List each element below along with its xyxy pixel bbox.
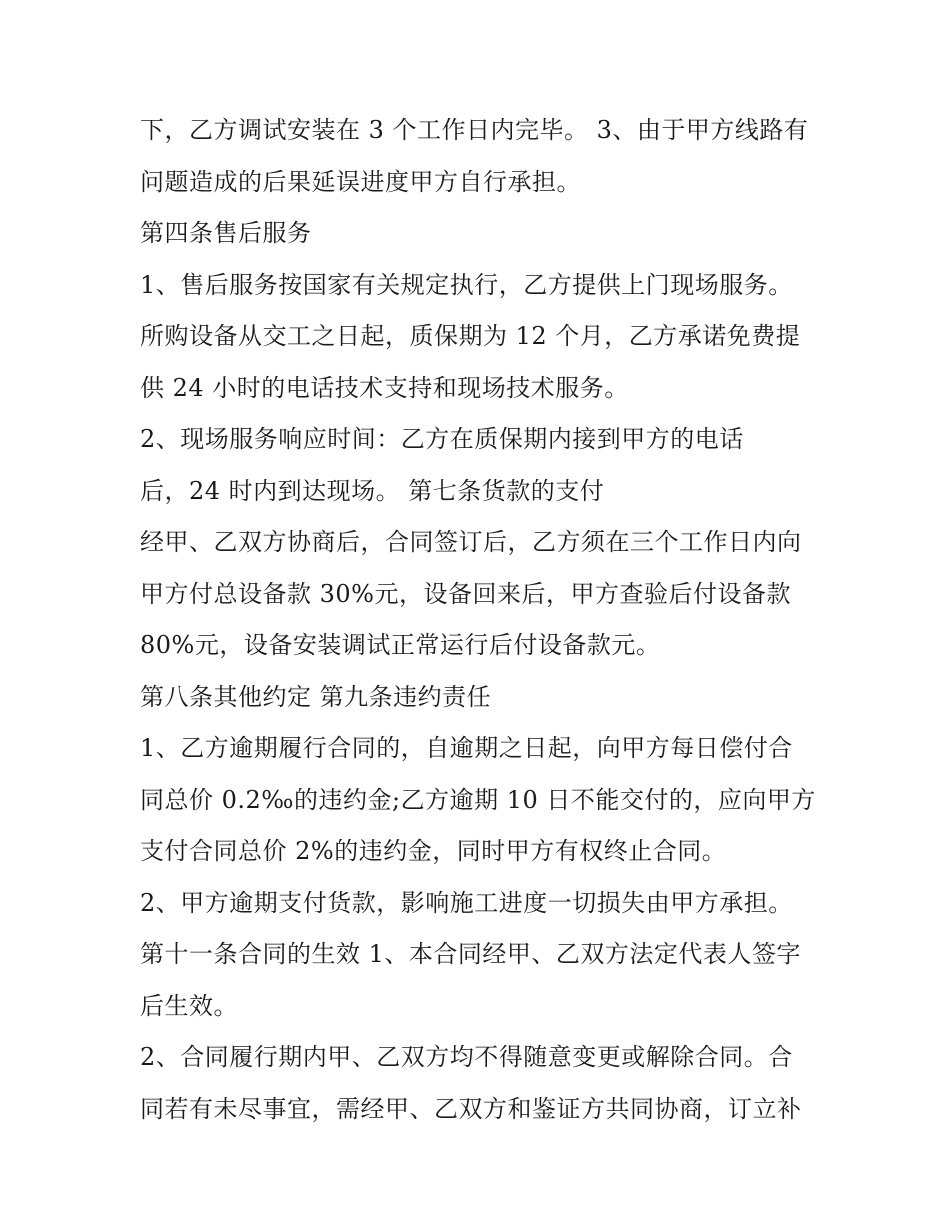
text-line: 问题造成的后果延误进度甲方自行承担。 [140,167,581,196]
text-line: 2、现场服务响应时间：乙方在质保期内接到甲方的电话 [140,425,744,453]
contract-text [140,108,840,1138]
text-line: 80%元，设备安装调试正常运行后付设备款元。 [140,631,661,659]
text-line: 所购设备从交工之日起，质保期为 12 个月，乙方承诺免费提 [140,322,801,350]
text-line: 支付合同总价 2%的违约金，同时甲方有权终止合同。 [140,837,727,865]
section-heading: 第八条其他约定 第九条违约责任 [140,682,492,711]
text-line: 后生效。 [140,991,238,1020]
text-line: 甲方付总设备款 30%元，设备回来后，甲方查验后付设备款 [140,579,791,608]
section-heading: 第四条售后服务 [140,219,312,247]
text-line: 下，乙方调试安装在 3 个工作日内完毕。 3、由于甲方线路有 [140,116,809,144]
text-line: 同总价 0.2‰的违约金;乙方逾期 10 日不能交付的，应向甲方 [140,785,816,814]
text-line: 1、售后服务按国家有关规定执行，乙方提供上门现场服务。 [140,270,793,299]
text-line: 后，24 时内到达现场。 第七条货款的支付 [140,476,605,505]
text-line: 2、合同履行期内甲、乙双方均不得随意变更或解除合同。合 [140,1043,793,1071]
text-line: 第十一条合同的生效 1、本合同经甲、乙双方法定代表人签字 [140,940,801,968]
text-line: 1、乙方逾期履行合同的，自逾期之日起，向甲方每日偿付合 [140,734,793,762]
text-line: 经甲、乙双方协商后，合同签订后，乙方须在三个工作日内向 [140,528,802,556]
text-line: 供 24 小时的电话技术支持和现场技术服务。 [140,373,629,402]
text-line: 2、甲方逾期支付货款，影响施工进度一切损失由甲方承担。 [140,888,793,917]
text-line: 同若有未尽事宜，需经甲、乙双方和鉴证方共同协商，订立补 [140,1094,802,1123]
